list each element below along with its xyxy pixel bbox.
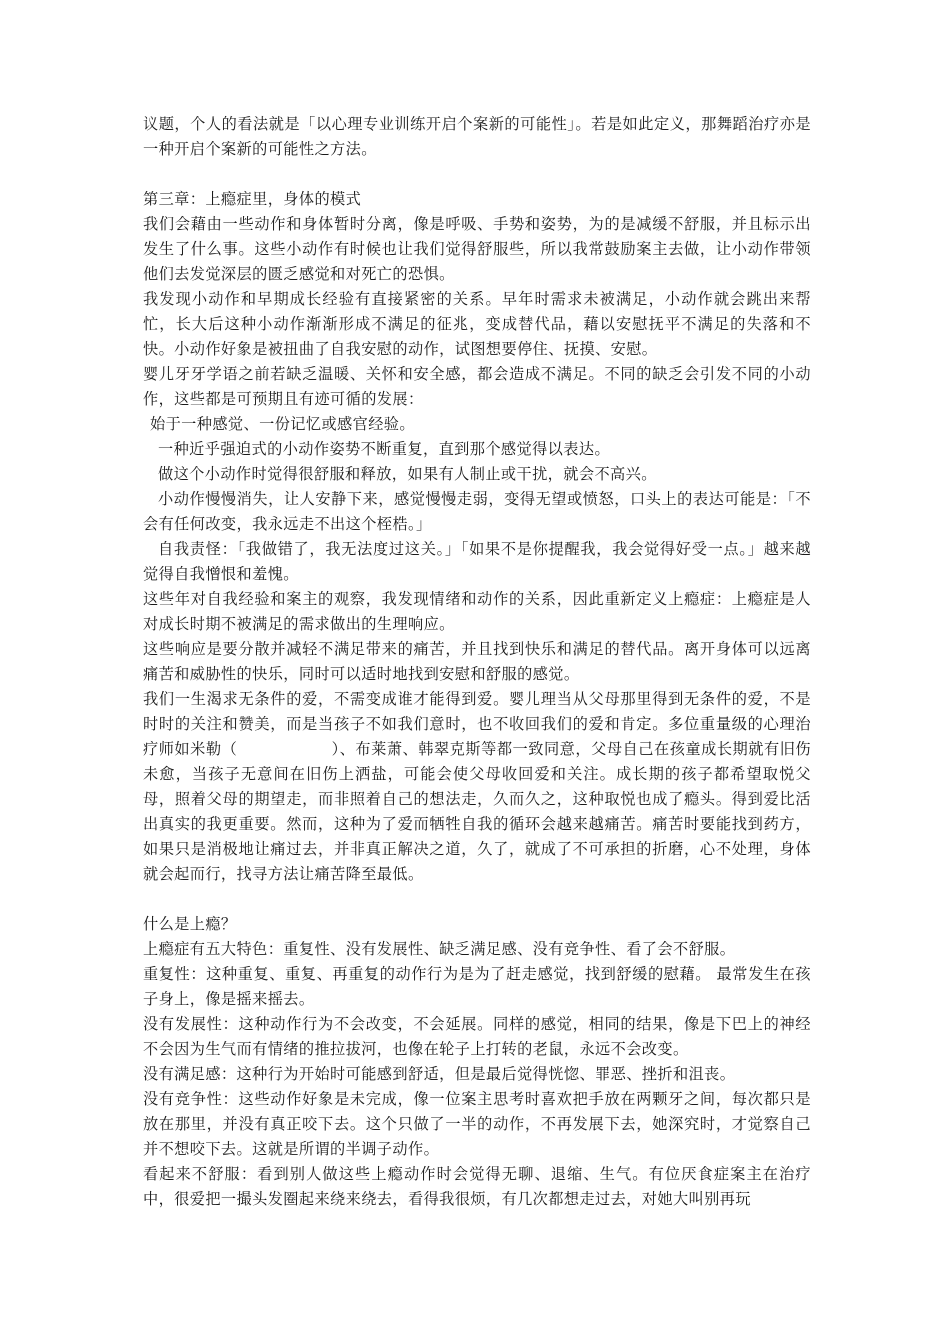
blank-line	[143, 887, 811, 912]
paragraph: 婴儿牙牙学语之前若缺乏温暖、关怀和安全感，都会造成不满足。不同的缺乏会引发不同的小动作，这些都是可预期且有迹可循的发展：	[143, 365, 811, 408]
paragraph: 没有满足感：这种行为开始时可能感到舒适，但是最后觉得恍惚、罪恶、挫折和沮丧。	[143, 1065, 736, 1083]
chapter-heading: 第三章：上瘾症里，身体的模式	[143, 190, 362, 208]
paragraph: 没有竞争性：这些动作好象是未完成，像一位案主思考时喜欢把手放在两颗牙之间，每次都只是放在那里，并没有真正咬下去。这个只做了一半的动作，不再发展下去，她深究时，才觉察自己并不想咬下去。这就是所谓的半调子动作。	[143, 1090, 811, 1158]
list-item: 小动作慢慢消失，让人安静下来，感觉慢慢走弱，变得无望或愤怒，口头上的表达可能是：「不会有任何改变，我永远走不出这个桎梏。」	[143, 490, 811, 533]
paragraph: 我们一生渴求无条件的爱，不需变成谁才能得到爱。婴儿理当从父母那里得到无条件的爱，不是时时的关注和赞美，而是当孩子不如我们意时，也不收回我们的爱和肯定。多位重量级的心理治疗师如米勒（ ）、布莱萧、韩翠克斯等都一致同意，父母自己在孩童成长期就有旧伤未愈，当孩子无意间在旧伤上洒盐，可能会使父母收回爱和关注。成长期的孩子都希望取悦父母，照着父母的期望走，而非照着自己的想法走，久而久之，这种取悦也成了瘾头。得到爱比活出真实的我更重要。然而，这种为了爱而牺牲自我的循环会越来越痛苦。痛苦时要能找到药方，如果只是消极地让痛过去，并非真正解决之道，久了，就成了不可承担的折磨，心不处理，身体就会起而行，找寻方法让痛苦降至最低。	[143, 690, 811, 883]
list-item: 自我责怪：「我做错了，我无法度过这关。」「如果不是你提醒我，我会觉得好受一点。」越来越觉得自我憎恨和羞愧。	[143, 540, 811, 583]
blank-line	[143, 162, 811, 187]
list-item: 一种近乎强迫式的小动作姿势不断重复，直到那个感觉得以表达。	[158, 440, 611, 458]
paragraph: 我发现小动作和早期成长经验有直接紧密的关系。早年时需求未被满足，小动作就会跳出来帮忙，长大后这种小动作渐渐形成不满足的征兆，变成替代品，藉以安慰抚平不满足的失落和不快。小动作好象是被扭曲了自我安慰的动作，试图想要停住、抚摸、安慰。	[143, 290, 811, 358]
list-item: 做这个小动作时觉得很舒服和释放，如果有人制止或干扰，就会不高兴。	[158, 465, 657, 483]
paragraph: 没有发展性：这种动作行为不会改变，不会延展。同样的感觉，相同的结果，像是下巴上的神经不会因为生气而有情绪的推拉拔河，也像在轮子上打转的老鼠，永远不会改变。	[143, 1015, 811, 1058]
list-item: 始于一种感觉、一份记忆或感官经验。	[150, 415, 415, 433]
paragraph: 议题，个人的看法就是「以心理专业训练开启个案新的可能性」。若是如此定义，那舞蹈治疗亦是一种开启个案新的可能性之方法。	[143, 115, 811, 158]
document-page	[143, 112, 811, 1212]
paragraph: 这些年对自我经验和案主的观察，我发现情绪和动作的关系，因此重新定义上瘾症：上瘾症是人对成长时期不被满足的需求做出的生理响应。	[143, 590, 811, 633]
paragraph: 这些响应是要分散并减轻不满足带来的痛苦，并且找到快乐和满足的替代品。离开身体可以远离痛苦和威胁性的快乐，同时可以适时地找到安慰和舒服的感觉。	[143, 640, 811, 683]
paragraph: 看起来不舒服：看到别人做这些上瘾动作时会觉得无聊、退缩、生气。有位厌食症案主在治疗中，很爱把一撮头发圈起来绕来绕去，看得我很烦，有几次都想走过去，对她大叫别再玩	[143, 1165, 811, 1208]
paragraph: 我们会藉由一些动作和身体暂时分离，像是呼吸、手势和姿势，为的是减缓不舒服，并且标示出发生了什么事。这些小动作有时候也让我们觉得舒服些，所以我常鼓励案主去做，让小动作带领他们去发觉深层的匮乏感觉和对死亡的恐惧。	[143, 215, 811, 283]
section-heading: 什么是上瘾？	[143, 915, 237, 933]
paragraph: 重复性：这种重复、重复、再重复的动作行为是为了赶走感觉，找到舒缓的慰藉。 最常发生在孩子身上，像是摇来摇去。	[143, 965, 811, 1008]
paragraph: 上瘾症有五大特色：重复性、没有发展性、缺乏满足感、没有竞争性、看了会不舒服。	[143, 940, 736, 958]
